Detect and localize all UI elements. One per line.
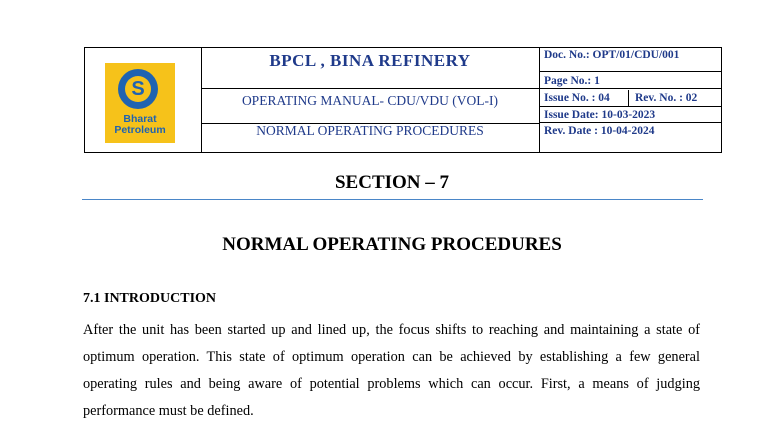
page-number: Page No.: 1 — [539, 73, 721, 89]
manual-title: OPERATING MANUAL- CDU/VDU (VOL-I) — [201, 89, 539, 124]
subsection-heading: 7.1 INTRODUCTION — [83, 291, 217, 306]
main-heading: NORMAL OPERATING PROCEDURES — [222, 234, 562, 255]
header-meta-cell — [539, 48, 721, 152]
header-title-cell — [201, 48, 540, 152]
logo-text-line2: Petroleum — [114, 124, 166, 136]
logo-symbol: S — [131, 78, 145, 100]
revision-number: Rev. No. : 02 — [635, 92, 698, 104]
section-divider — [82, 199, 703, 200]
revision-date: Rev. Date : 10-04-2024 — [544, 125, 655, 137]
section-title: SECTION – 7 — [334, 172, 450, 193]
doc-number: Doc. No.: OPT/01/CDU/001 — [539, 48, 721, 72]
bharat-petroleum-logo — [105, 63, 175, 143]
company-name: BPCL , BINA REFINERY — [201, 48, 539, 89]
issue-rev-row — [539, 90, 721, 107]
logo-emblem-icon — [118, 69, 158, 109]
logo-cell — [85, 48, 202, 152]
chapter-title: NORMAL OPERATING PROCEDURES — [256, 123, 484, 138]
intro-paragraph: After the unit has been started up and lined up, the focus shifts to reaching and maintaining a state of optimum operation. This state of optimum operation can be achieved by establishing a few general operating rules and being aware of potential problems which can occur. First, a means of judging performance must be defined. — [83, 322, 700, 419]
document-header-table — [84, 47, 722, 153]
issue-number: Issue No. : 04 — [539, 90, 629, 107]
logo-text-line1: Bharat — [123, 113, 157, 125]
issue-date: Issue Date: 10-03-2023 — [539, 108, 721, 123]
